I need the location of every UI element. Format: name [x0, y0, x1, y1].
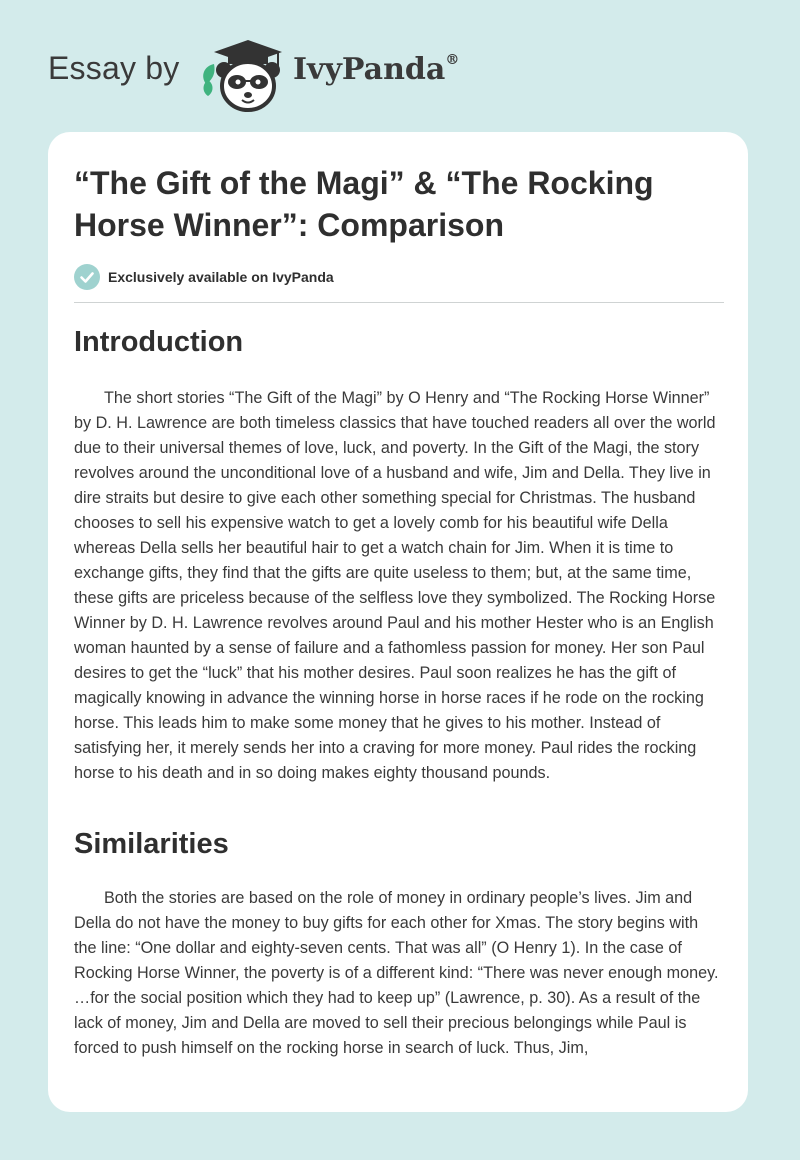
- section-heading-similarities: Similarities: [74, 828, 229, 860]
- panda-logo-icon: [198, 36, 288, 112]
- exclusive-badge: [74, 264, 674, 290]
- article-card: [48, 132, 748, 1112]
- divider: [74, 302, 724, 303]
- brand-header: [48, 34, 508, 114]
- brand-name: IvyPanda®: [293, 52, 460, 87]
- checkmark-icon: [74, 264, 100, 290]
- page-title: “The Gift of the Magi” & “The Rocking Horse Winner”: Comparison: [74, 165, 654, 243]
- section-heading-introduction: Introduction: [74, 326, 244, 358]
- brand-prefix: Essay by: [48, 50, 180, 86]
- badge-label: Exclusively available on IvyPanda: [108, 269, 334, 285]
- section-paragraph-introduction: The short stories “The Gift of the Magi” by O Henry and “The Rocking Horse Winner” by D. H. Lawrence are both timeless classics that have touched readers all over the world due to their universal themes of love, luck, and poverty. In the Gift of the Magi, the story revolves around the unconditional love of a husband and wife, Jim and Della. They live in dire straits but desire to give each other something special for Christmas. The husband chooses to sell his expensive watch to get a lovely comb for his beautiful wife Della whereas Della sells her beautiful hair to get a watch chain for Jim. When it is time to exchange gifts, they find that the gifts are quite useless to them; but, at the same time, these gifts are priceless because of the selfless love they symbolized. The Rocking Horse Winner by D. H. Lawrence revolves around Paul and his mother Hester who is an English woman haunted by a sense of failure and a fathomless passion for money. Her son Paul desires to get the “luck” that his mother desires. Paul soon realizes he has the gift of magically knowing in advance the winning horse in horse races if he rode on the rocking horse. This leads him to make some money that he gives to his mother. Instead of satisfying her, it merely sends her into a craving for more money. Paul rides the rocking horse to his death and in so doing makes eighty thousand pounds.: [74, 389, 716, 782]
- section-paragraph-similarities: Both the stories are based on the role of money in ordinary people’s lives. Jim and Della do not have the money to buy gifts for each other for Xmas. The story begins with the line: “One dollar and eighty-seven cents. That was all” (O Henry 1). In the case of Rocking Horse Winner, the poverty is of a different kind: “There was never enough money. …for the social position which they had to keep up” (Lawrence, p. 30). As a result of the lack of money, Jim and Della are moved to sell their precious belongings while Paul is forced to push himself on the rocking horse in search of luck. Thus, Jim,: [74, 889, 719, 1057]
